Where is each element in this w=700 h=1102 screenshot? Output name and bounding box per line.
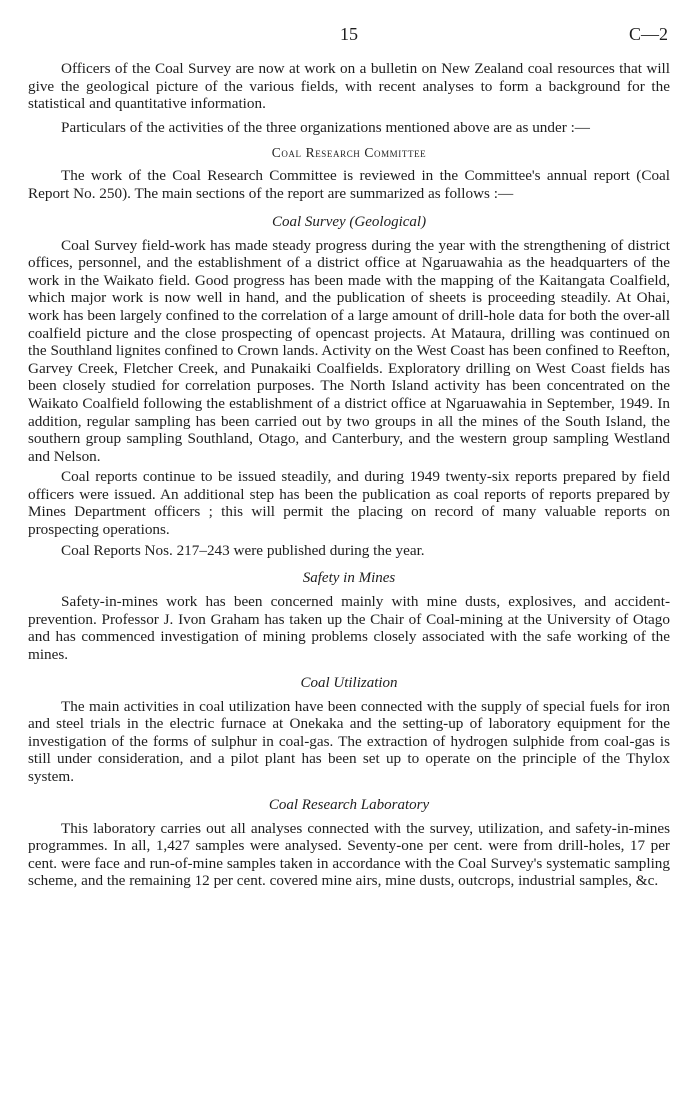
- safety-in-mines-heading: Safety in Mines: [302, 570, 396, 587]
- coal-utilization-heading: Coal Utilization: [300, 674, 398, 691]
- coal-survey-paragraph-1: Coal Survey field-work has made steady progress during the year with the strengthening of district offices, personnel, and the establishment of a district office at Ngaruawahia as the headquarters of the work in the Waikato field. Good progress has been made with the mapping of the Kaitangata Coalfield, which major work is now well in hand, and the publication of sheets is proceeding steadily. At Ohai, work has been largely confined to the correlation of a large amount of drill-hole data for both the over-all coalfield picture and the close prospecting of opencast projects. At Mataura, drilling was continued on the Southland lignites confined to Crown lands. Activity on the West Coast has been confined to Reefton, Garvey Creek, Fletcher Creek, and Punakaiki Coalfields. Exploratory drilling on West Coast fields has been closely studied for correlation purposes. The North Island activity has been concentrated on the Waikato Coalfield following the establishment of a district office at Ngaruawahia in September, 1949. In addition, regular sampling has been carried out by two groups in all the mines of the South Island, the southern group sampling Southland, Otago, and Canterbury, and the western group sampling Westland and Nelson.: [28, 236, 670, 465]
- coal-research-committee-heading: Coal Research Committee: [271, 145, 427, 161]
- coal-research-laboratory-paragraph: This laboratory carries out all analyses connected with the survey, utilization, and safety-in-mines programmes. In all, 1,427 samples were analysed. Seventy-one per cent. were from drill-holes, 17 per cent. were face and run-of-mine samples taken in accordance with the Coal Survey's systematic sampling scheme, and the remaining 12 per cent. covered mine airs, mine dusts, outcrops, industrial samples, &c.: [28, 819, 670, 890]
- coal-research-committee-paragraph: The work of the Coal Research Committee is reviewed in the Committee's annual report (Coal Report No. 250). The main sections of the report are summarized as follows :—: [28, 167, 670, 202]
- safety-in-mines-paragraph: Safety-in-mines work has been concerned mainly with mine dusts, explosives, and accident-prevention. Professor J. Ivon Graham has taken up the Chair of Coal-mining at the University of Otago and has commenced investigation of mining problems closely associated with the safe working of the mines.: [28, 593, 670, 664]
- page-header: [28, 22, 670, 52]
- coal-survey-paragraph-3: Coal Reports Nos. 217–243 were published during the year.: [61, 541, 425, 559]
- coal-research-laboratory-heading: Coal Research Laboratory: [268, 796, 430, 813]
- coal-survey-paragraph-2: Coal reports continue to be issued steadily, and during 1949 twenty-six reports prepared by field officers were issued. An additional step has been the publication as coal reports of reports prepared by Mines Department officers ; this will permit the placing on record of many valuable reports on prospecting operations.: [28, 468, 670, 539]
- page-number: 15: [340, 24, 358, 44]
- coal-utilization-paragraph: The main activities in coal utilization have been connected with the supply of special fuels for iron and steel trials in the electric furnace at Onekaka and the setting-up of laboratory equipment for the investigation of the forms of sulphur in coal-gas. The extraction of hydrogen sulphide from coal-gas is still under consideration, and a pilot plant has been set up to operate on the principle of the Thylox system.: [28, 697, 670, 785]
- intro-paragraph-1: Officers of the Coal Survey are now at work on a bulletin on New Zealand coal resources that will give the geological picture of the various fields, with recent analyses to form a background for the statistical and quantitative information.: [28, 60, 670, 113]
- report-code: C—2: [628, 24, 668, 44]
- intro-paragraph-2: Particulars of the activities of the three organizations mentioned above are as under :—: [61, 118, 590, 136]
- coal-survey-heading: Coal Survey (Geological): [271, 213, 427, 230]
